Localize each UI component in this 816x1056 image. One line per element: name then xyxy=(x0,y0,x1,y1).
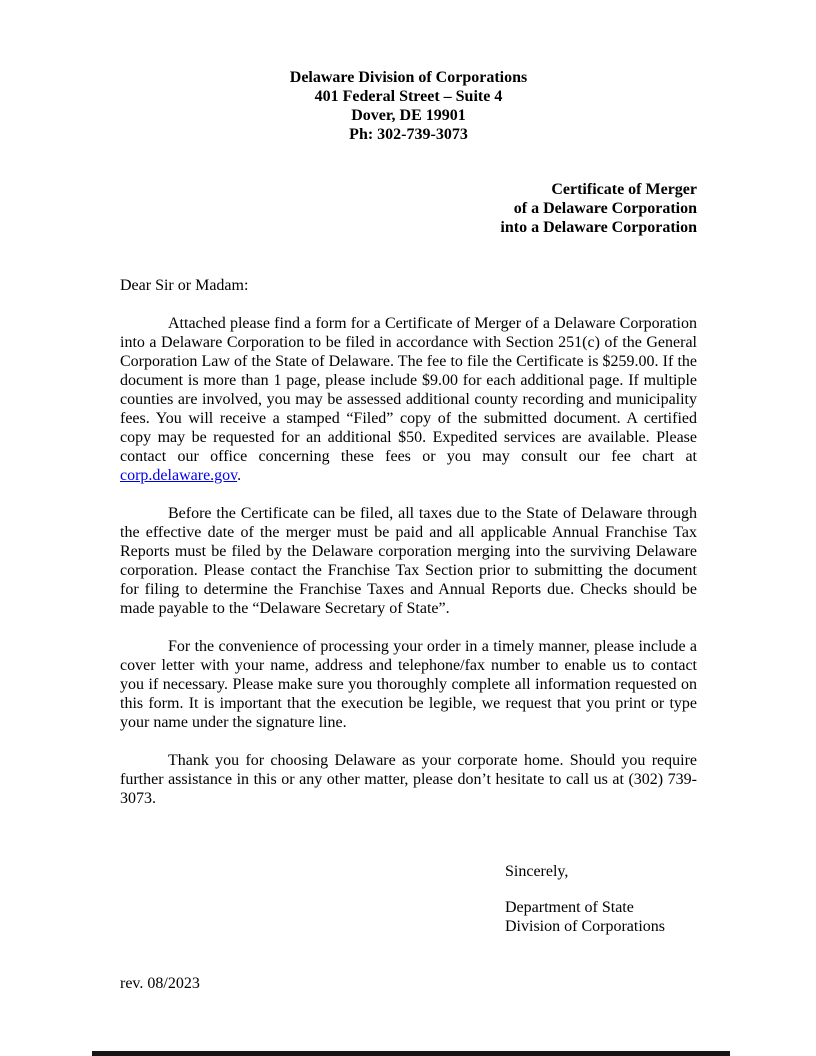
document-title-line2: of a Delaware Corporation xyxy=(513,200,697,217)
closing-signature xyxy=(505,898,697,936)
next-page-edge xyxy=(92,1051,730,1056)
document-title-line1: Certificate of Merger xyxy=(551,181,697,198)
closing-sincerely: Sincerely, xyxy=(505,863,569,880)
letterhead-city: Dover, DE 19901 xyxy=(351,107,466,124)
closing-block xyxy=(505,862,697,936)
document-title-line3: into a Delaware Corporation xyxy=(500,219,697,236)
letterhead-street: 401 Federal Street – Suite 4 xyxy=(314,88,503,105)
letterhead-phone: Ph: 302-739-3073 xyxy=(349,126,468,143)
paragraph-fees-period: . xyxy=(237,467,242,484)
corp-delaware-gov-link[interactable]: corp.delaware.gov xyxy=(120,467,238,484)
paragraph-cover-letter: For the convenience of processing your order in a timely manner, please include a cover letter with your name, address and telephone/fax number to enable us to contact you if necessary. Please make sure you thoroughly complete all information requested on this form. It is important that the execution be legible, we request that you print or type your name under the signature line. xyxy=(120,638,697,731)
paragraph-thank-you: Thank you for choosing Delaware as your corporate home. Should you require further assistance in this or any other matter, please don’t hesitate to call us at (302) 739-3073. xyxy=(120,752,697,807)
closing-dept-line1: Department of State xyxy=(505,899,634,916)
document-title xyxy=(120,180,697,237)
paragraph-franchise-tax: Before the Certificate can be filed, all taxes due to the State of Delaware through the effective date of the merger must be paid and all applicable Annual Franchise Tax Reports must be filed by the Delaware corporation merging into the surviving Delaware corporation. Please contact the Franchise Tax Section prior to submitting the document for filing to determine the Franchise Taxes and Annual Reports due. Checks should be made payable to the “Delaware Secretary of State”. xyxy=(120,505,697,617)
letterhead-org: Delaware Division of Corporations xyxy=(289,69,528,86)
salutation: Dear Sir or Madam: xyxy=(120,277,249,294)
letterhead xyxy=(120,68,697,144)
paragraph-fees xyxy=(120,314,697,485)
revision-date: rev. 08/2023 xyxy=(120,975,200,992)
closing-dept-line2: Division of Corporations xyxy=(505,918,665,935)
paragraph-fees-text: Attached please find a form for a Certificate of Merger of a Delaware Corporation into a Delaware Corporation to be filed in accordance with Section 251(c) of the General Corporation Law of the State of Delaware. The fee to file the Certificate is $259.00. If the document is more than 1 page, please include $9.00 for each additional page. If multiple counties are involved, you may be assessed additional county recording and municipality fees. You will receive a stamped “Filed” copy of the submitted document. A certified copy may be requested for an additional $50. Expedited services are available. Please contact our office concerning these fees or you may consult our fee chart at xyxy=(120,315,697,465)
